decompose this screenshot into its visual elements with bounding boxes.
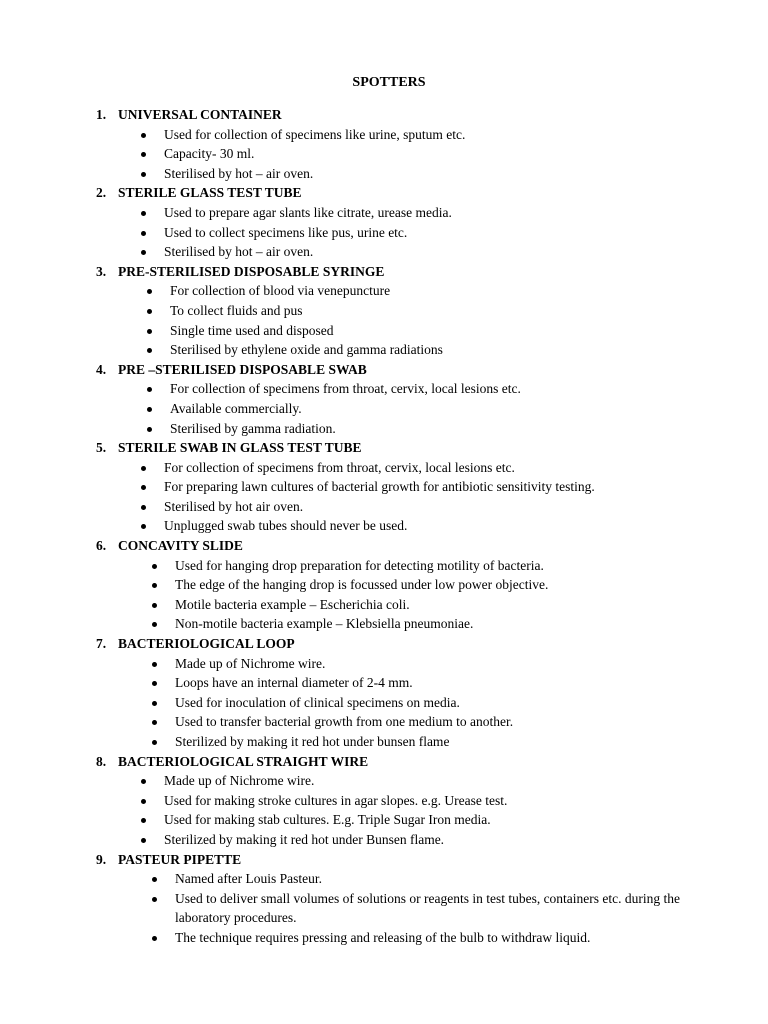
bullet-dot-icon	[152, 622, 157, 627]
bullet-dot-icon	[141, 172, 146, 177]
bullet-text: Single time used and disposed	[170, 322, 334, 338]
bullet-dot-icon	[152, 583, 157, 588]
bullet-dot-icon	[141, 524, 146, 529]
bullet-item	[0, 223, 768, 243]
bullet-item	[0, 712, 768, 732]
bullet-dot-icon	[152, 603, 157, 608]
section-title: CONCAVITY SLIDE	[118, 538, 243, 554]
spotter-section	[0, 262, 768, 360]
section-heading	[0, 105, 768, 125]
bullet-text: To collect fluids and pus	[170, 302, 303, 318]
spotter-section	[0, 536, 768, 634]
bullet-text: Used to collect specimens like pus, urine etc.	[164, 224, 408, 240]
bullet-dot-icon	[152, 877, 157, 882]
bullet-text: Available commercially.	[170, 400, 302, 416]
bullet-item	[0, 928, 768, 948]
section-number: 4.	[96, 361, 107, 377]
bullet-text: Used to transfer bacterial growth from one medium to another.	[175, 714, 514, 730]
bullet-item	[0, 242, 768, 262]
section-heading	[0, 262, 768, 282]
bullet-text: Sterilized by making it red hot under Bunsen flame.	[164, 831, 445, 847]
bullet-text: The technique requires pressing and releasing of the bulb to withdraw liquid.	[175, 929, 591, 945]
bullet-item	[0, 614, 768, 634]
bullet-text: Sterilised by ethylene oxide and gamma radiations	[170, 342, 443, 358]
bullet-dot-icon	[152, 662, 157, 667]
bullet-dot-icon	[152, 740, 157, 745]
bullet-dot-icon	[152, 564, 157, 569]
bullet-text: Used for inoculation of clinical specimens on media.	[175, 694, 460, 710]
section-title: PRE –STERILISED DISPOSABLE SWAB	[118, 361, 367, 377]
section-number: 6.	[96, 538, 107, 554]
bullet-dot-icon	[141, 211, 146, 216]
section-title: BACTERIOLOGICAL LOOP	[118, 636, 295, 652]
bullet-text: Non-motile bacteria example – Klebsiella pneumoniae.	[175, 616, 474, 632]
bullet-dot-icon	[152, 897, 157, 902]
section-title: BACTERIOLOGICAL STRAIGHT WIRE	[118, 753, 369, 769]
bullet-item	[0, 203, 768, 223]
bullet-text: Used for collection of specimens like urine, sputum etc.	[164, 126, 466, 142]
spotter-section	[0, 360, 768, 438]
bullet-item	[0, 516, 768, 536]
section-title: PASTEUR PIPETTE	[118, 851, 242, 867]
bullet-dot-icon	[147, 309, 152, 314]
bullet-dot-icon	[141, 799, 146, 804]
section-heading	[0, 850, 768, 870]
section-number: 1.	[96, 107, 107, 122]
bullet-item	[0, 693, 768, 713]
bullet-item	[0, 810, 768, 830]
bullet-item	[0, 771, 768, 791]
bullet-dot-icon	[141, 231, 146, 236]
bullet-item	[0, 281, 768, 301]
bullet-text: Loops have an internal diameter of 2-4 mm.	[175, 675, 413, 691]
bullet-text: Sterilised by hot – air oven.	[164, 244, 314, 260]
bullet-item	[0, 340, 768, 360]
bullet-text: Used to deliver small volumes of solutions or reagents in test tubes, containers etc. during the laboratory procedures.	[175, 890, 681, 926]
bullet-dot-icon	[152, 936, 157, 941]
bullet-dot-icon	[141, 779, 146, 784]
spotter-section	[0, 850, 768, 948]
bullet-dot-icon	[141, 818, 146, 823]
bullet-dot-icon	[152, 681, 157, 686]
bullet-item	[0, 575, 768, 595]
spotter-section	[0, 183, 768, 261]
bullet-text: Used to prepare agar slants like citrate, urease media.	[164, 204, 452, 220]
bullet-item	[0, 399, 768, 419]
bullet-dot-icon	[141, 152, 146, 157]
spotter-section	[0, 438, 768, 536]
bullet-dot-icon	[147, 348, 152, 353]
bullet-dot-icon	[147, 387, 152, 392]
bullet-text: Sterilised by hot air oven.	[164, 498, 304, 514]
section-number: 8.	[96, 753, 107, 769]
bullet-text: For collection of specimens from throat, cervix, local lesions etc.	[170, 381, 521, 397]
spotter-section	[0, 752, 768, 850]
section-title: STERILE GLASS TEST TUBE	[118, 185, 302, 201]
section-heading	[0, 752, 768, 772]
spotters-list	[0, 105, 768, 948]
bullet-item	[0, 125, 768, 145]
bullet-text: Used for hanging drop preparation for detecting motility of bacteria.	[175, 557, 544, 573]
bullet-text: Unplugged swab tubes should never be used.	[164, 518, 408, 534]
bullet-dot-icon	[141, 466, 146, 471]
bullet-text: Made up of Nichrome wire.	[164, 773, 315, 789]
bullet-dot-icon	[147, 407, 152, 412]
bullet-dot-icon	[147, 289, 152, 294]
section-number: 9.	[96, 851, 107, 867]
section-title: PRE-STERILISED DISPOSABLE SYRINGE	[118, 263, 385, 279]
bullet-item	[0, 869, 768, 889]
bullet-item	[0, 458, 768, 478]
bullet-text: Motile bacteria example – Escherichia coli.	[175, 596, 410, 612]
section-heading	[0, 360, 768, 380]
bullet-text: Made up of Nichrome wire.	[175, 655, 326, 671]
bullet-item	[0, 301, 768, 321]
bullet-text: For preparing lawn cultures of bacterial growth for antibiotic sensitivity testing.	[164, 479, 595, 495]
bullet-text: Sterilised by hot – air oven.	[164, 165, 314, 181]
bullet-dot-icon	[141, 505, 146, 510]
page-title: SPOTTERS	[352, 75, 426, 90]
bullet-text: Sterilised by gamma radiation.	[170, 420, 336, 436]
bullet-item	[0, 889, 768, 928]
section-title: UNIVERSAL CONTAINER	[118, 107, 282, 122]
bullet-dot-icon	[141, 485, 146, 490]
spotter-section	[0, 105, 768, 183]
section-heading	[0, 536, 768, 556]
bullet-dot-icon	[152, 720, 157, 725]
bullet-item	[0, 595, 768, 615]
bullet-text: For collection of specimens from throat, cervix, local lesions etc.	[164, 459, 515, 475]
bullet-item	[0, 654, 768, 674]
bullet-text: For collection of blood via venepuncture	[170, 283, 391, 299]
bullet-dot-icon	[141, 250, 146, 255]
bullet-dot-icon	[152, 701, 157, 706]
section-heading	[0, 634, 768, 654]
bullet-text: Named after Louis Pasteur.	[175, 871, 322, 887]
bullet-item	[0, 556, 768, 576]
bullet-dot-icon	[147, 427, 152, 432]
section-number: 3.	[96, 263, 107, 279]
bullet-item	[0, 830, 768, 850]
bullet-text: Used for making stab cultures. E.g. Triple Sugar Iron media.	[164, 812, 491, 828]
bullet-item	[0, 673, 768, 693]
bullet-item	[0, 164, 768, 184]
bullet-text: The edge of the hanging drop is focussed under low power objective.	[175, 577, 549, 593]
bullet-dot-icon	[147, 329, 152, 334]
section-number: 7.	[96, 636, 107, 652]
section-title: STERILE SWAB IN GLASS TEST TUBE	[118, 440, 362, 456]
bullet-item	[0, 379, 768, 399]
bullet-item	[0, 477, 768, 497]
bullet-text: Capacity- 30 ml.	[164, 146, 255, 162]
section-heading	[0, 183, 768, 203]
bullet-dot-icon	[141, 133, 146, 138]
bullet-item	[0, 321, 768, 341]
bullet-item	[0, 791, 768, 811]
section-number: 2.	[96, 185, 107, 201]
bullet-text: Used for making stroke cultures in agar slopes. e.g. Urease test.	[164, 792, 508, 808]
bullet-item	[0, 144, 768, 164]
section-heading	[0, 438, 768, 458]
bullet-item	[0, 419, 768, 439]
bullet-item	[0, 732, 768, 752]
bullet-text: Sterilized by making it red hot under bunsen flame	[175, 734, 450, 749]
spotter-section	[0, 634, 768, 752]
section-number: 5.	[96, 440, 107, 456]
bullet-item	[0, 497, 768, 517]
bullet-dot-icon	[141, 838, 146, 843]
